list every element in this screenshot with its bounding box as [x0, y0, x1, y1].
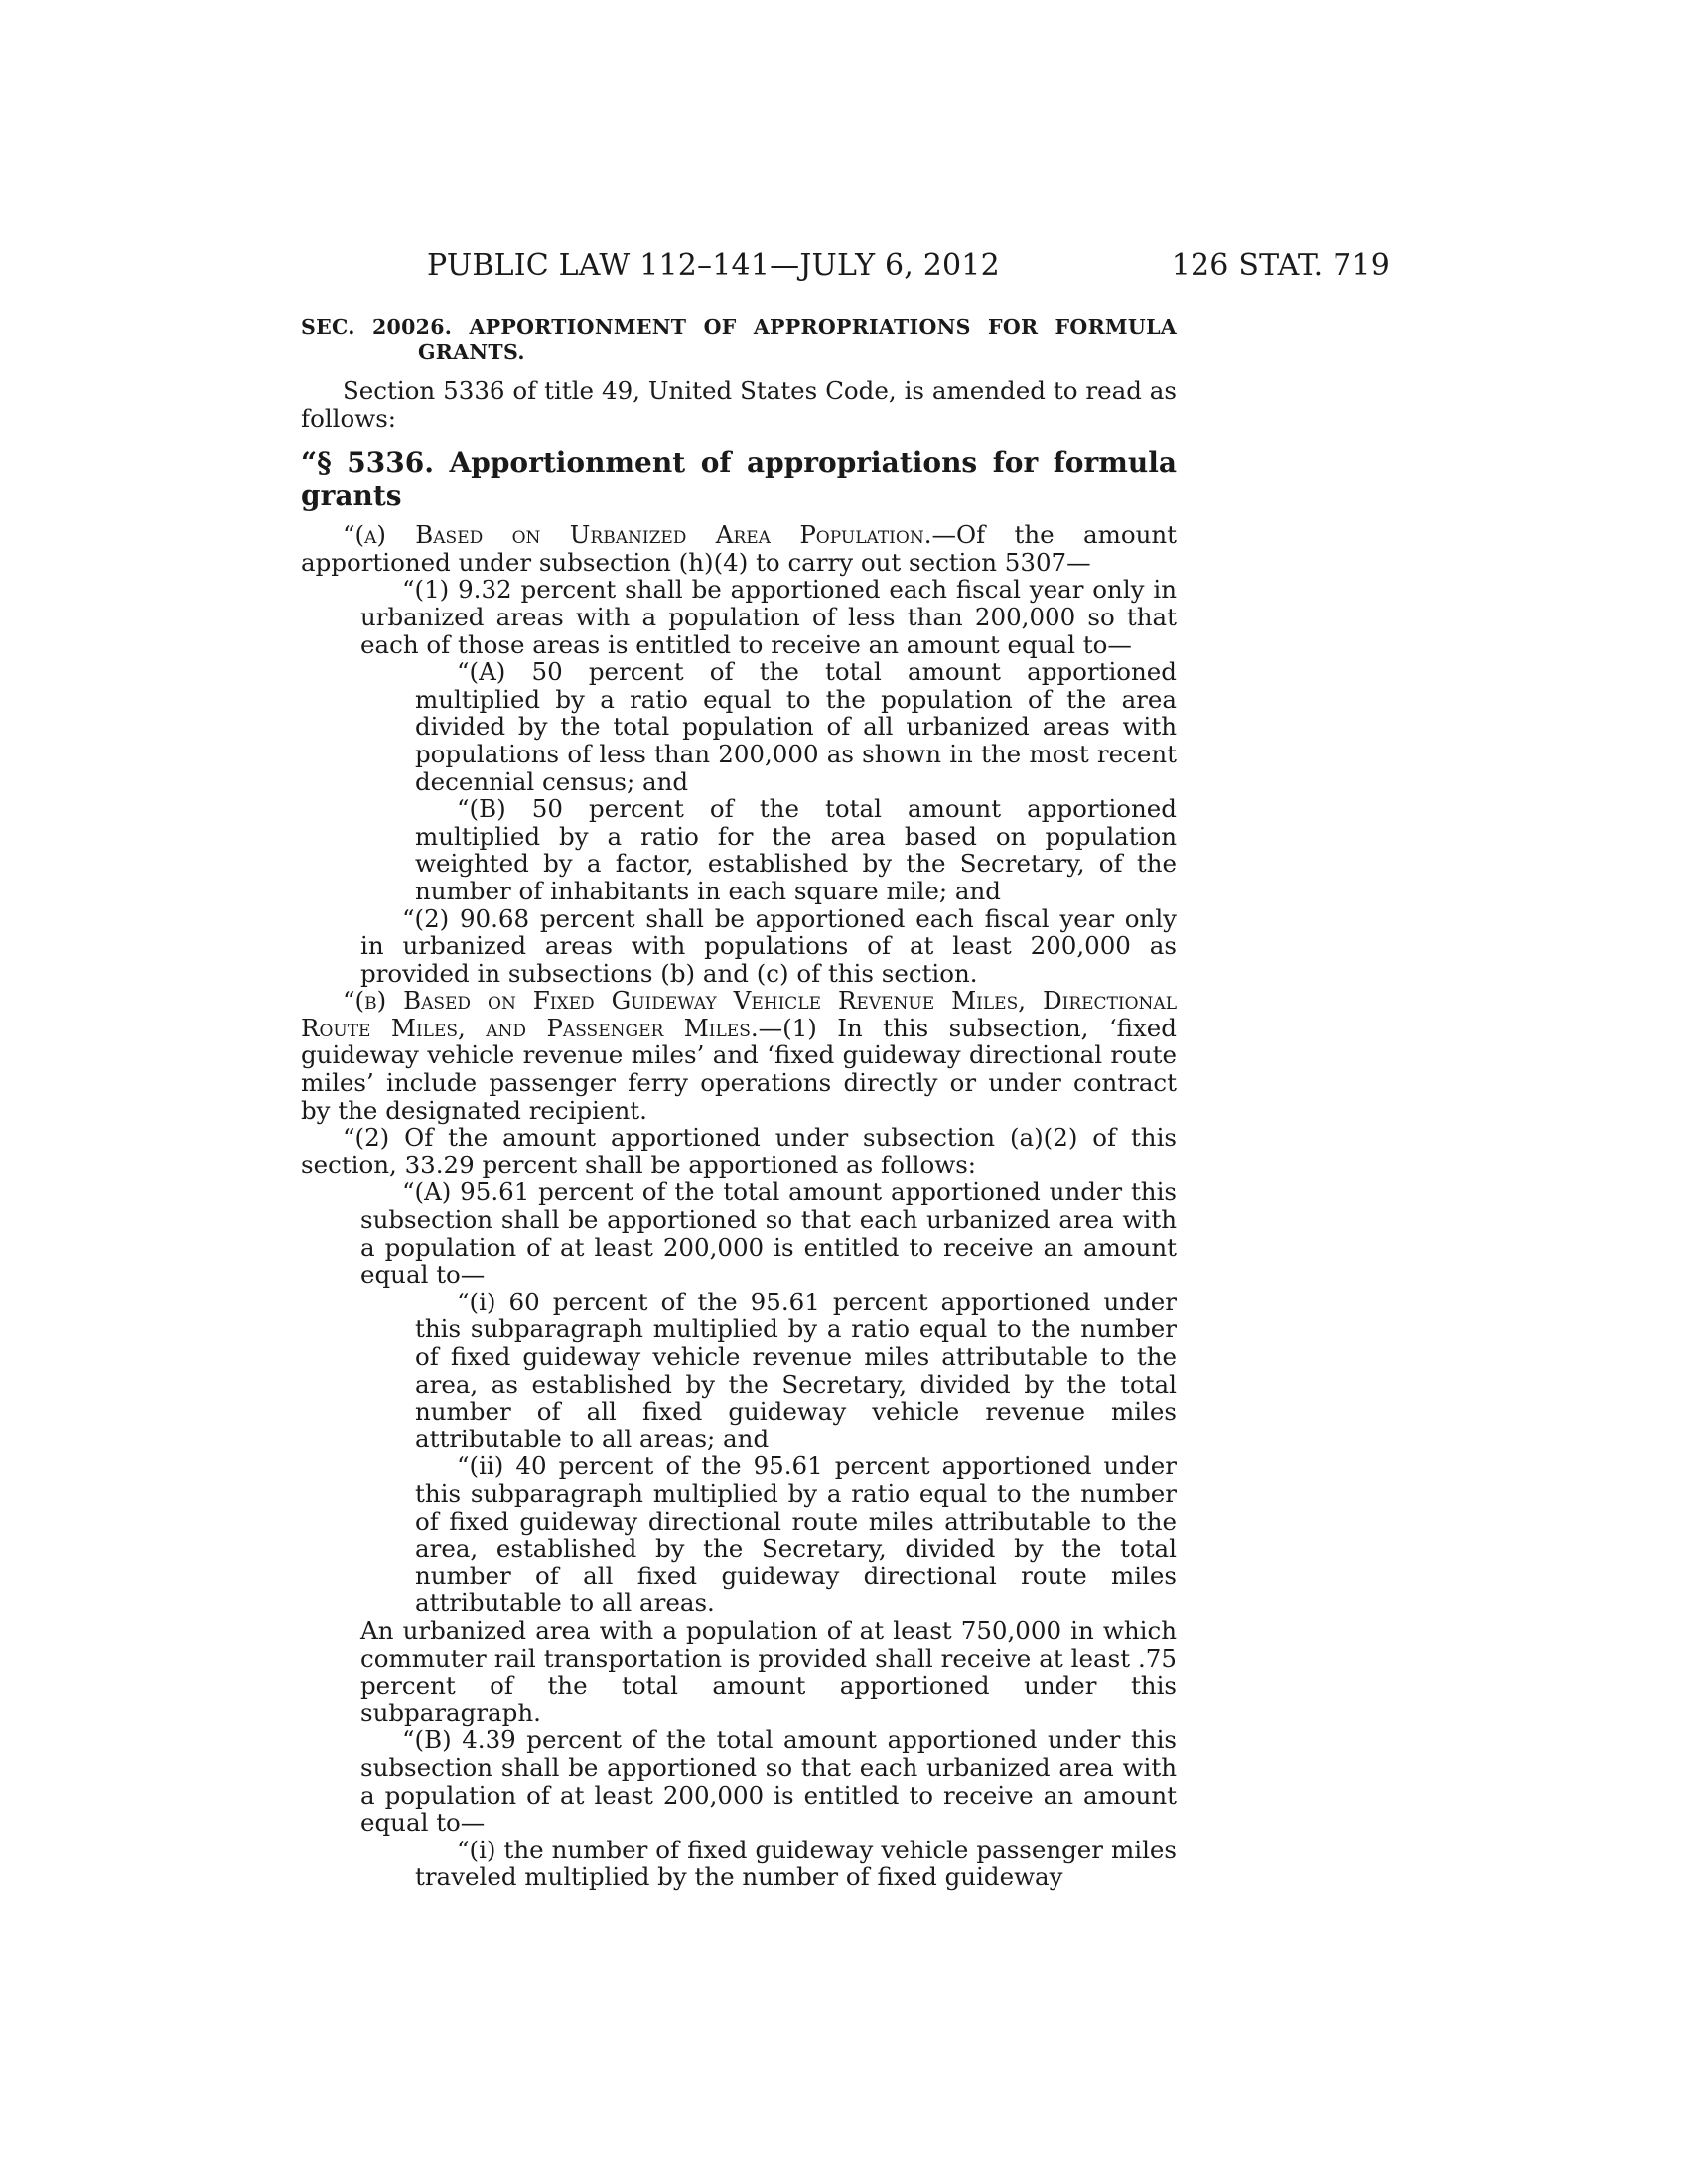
subparagraph-a1B: “(B) 50 percent of the total amount apportioned multiplied by a ratio for the area based on population weighted by a factor, established by the Secretary, of the number of inhabitants in each square mile; and [415, 794, 1177, 905]
subparagraph-a1A: “(A) 50 percent of the total amount apportioned multiplied by a ratio equal to the population of the area divided by the total population of all urbanized areas with populations of less than 200,000 as shown in the most recent decennial census; and [415, 657, 1177, 796]
section-intro: Section 5336 of title 49, United States Code, is amended to read as follows: [301, 376, 1177, 433]
subsection-b [301, 987, 1177, 1124]
running-head [298, 248, 1390, 288]
subparagraph-b2A-flush-text: An urbanized area with a population of at least 750,000 in which commuter rail transportation is provided shall receive at least .75 percent of the total amount apportioned under this subparagraph. [360, 1615, 1177, 1727]
paragraph-a1: “(1) 9.32 percent shall be apportioned each fiscal year only in urbanized areas with a population of less than 200,000 so that each of those areas is entitled to receive an amount equal to— [360, 575, 1177, 659]
running-head-title: PUBLIC LAW 112–141—JULY 6, 2012 [427, 248, 1000, 283]
paragraph-a2: “(2) 90.68 percent shall be apportioned each fiscal year only in urbanized areas with populations of at least 200,000 as provided in subsections (b) and (c) of this section. [360, 903, 1177, 988]
subsection-a-text: —Of the amount apportioned under subsection (h)(4) to carry out section 5307— [301, 520, 1177, 577]
clause-b2Bi: “(i) the number of fixed guideway vehicle passenger miles traveled multiplied by the number of fixed guideway [415, 1835, 1177, 1892]
subsection-b-text: —(1) In this subsection, ‘fixed guideway vehicle revenue miles’ and ‘fixed guideway directional route miles’ include passenger ferry operations directly or under contract by the designated recipient. [301, 1013, 1177, 1125]
paragraph-b2: “(2) Of the amount apportioned under subsection (a)(2) of this section, 33.29 percent shall be apportioned as follows: [301, 1123, 1177, 1179]
subsection-a [301, 521, 1177, 576]
subsection-b-caption: “(b) Based on Fixed Guideway Vehicle Revenue Miles, Directional Route Miles, and Passenger Miles. [301, 986, 1177, 1042]
code-section-title: “§ 5336. Apportionment of appropriations for formula grants [301, 446, 1177, 513]
subsection-a-caption: “(a) Based on Urbanized Area Population. [343, 520, 932, 550]
section-heading: SEC. 20026. APPORTIONMENT OF APPROPRIATIONS FOR FORMULA GRANTS. [301, 315, 1177, 364]
clause-b2Aii: “(ii) 40 percent of the 95.61 percent apportioned under this subparagraph multiplied by a ratio equal to the number of fixed guideway directional route miles attributable to the area, established by the Secretary, divided by the total number of all fixed guideway directional route miles attributable to all areas. [415, 1451, 1177, 1618]
subparagraph-b2A: “(A) 95.61 percent of the total amount apportioned under this subsection shall be apportioned so that each urbanized area with a population of at least 200,000 is entitled to receive an amount equal to— [360, 1177, 1177, 1290]
document-body [301, 314, 1177, 1891]
subparagraph-b2B: “(B) 4.39 percent of the total amount apportioned under this subsection shall be apportioned so that each urbanized area with a population of at least 200,000 is entitled to receive an amount equal to— [360, 1725, 1177, 1838]
clause-b2Ai: “(i) 60 percent of the 95.61 percent apportioned under this subparagraph multiplied by a ratio equal to the number of fixed guideway vehicle revenue miles attributable to the area, as established by the Secretary, divided by the total number of all fixed guideway vehicle revenue miles attributable to all areas; and [415, 1287, 1177, 1453]
page-folio: 126 STAT. 719 [1171, 248, 1390, 283]
